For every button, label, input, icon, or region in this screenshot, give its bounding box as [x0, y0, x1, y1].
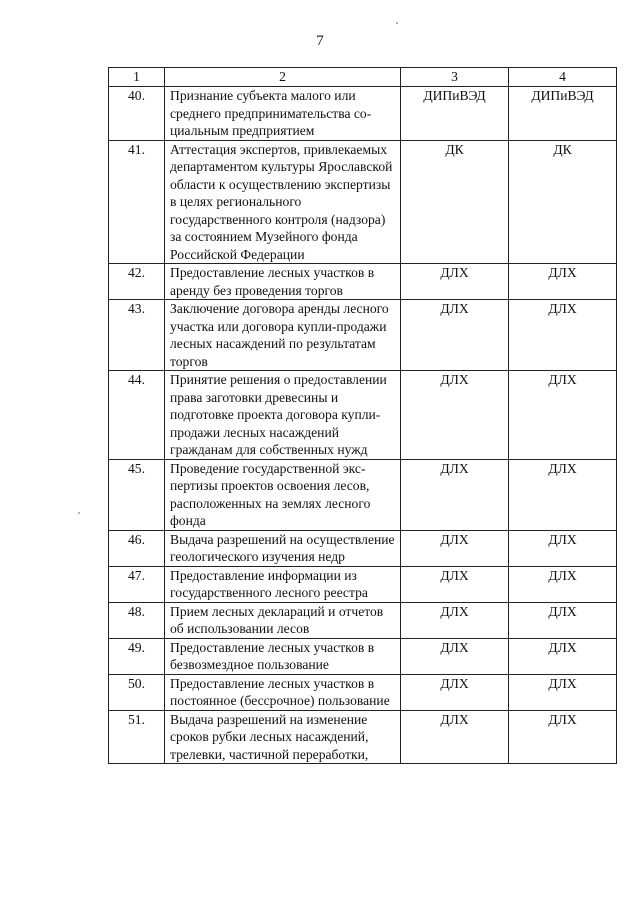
row-number: 51.	[109, 710, 165, 764]
scan-speck	[396, 22, 398, 24]
table-row	[109, 530, 617, 566]
responsible-body: ДЛХ	[401, 459, 509, 530]
column-header: 4	[509, 68, 617, 87]
table-header-row	[109, 68, 617, 87]
service-name: Выдача разрешений на осуществление геологического изучения недр	[165, 530, 401, 566]
service-name: Предоставление лесных участков в аренду без проведения торгов	[165, 264, 401, 300]
coordinating-body: ДЛХ	[509, 459, 617, 530]
page-number: 7	[316, 33, 324, 49]
scan-speck	[78, 512, 80, 514]
coordinating-body: ДЛХ	[509, 674, 617, 710]
services-table	[108, 67, 617, 764]
row-number: 47.	[109, 566, 165, 602]
coordinating-body: ДЛХ	[509, 371, 617, 460]
coordinating-body: ДЛХ	[509, 638, 617, 674]
table-row	[109, 674, 617, 710]
column-header: 3	[401, 68, 509, 87]
row-number: 44.	[109, 371, 165, 460]
coordinating-body: ДЛХ	[509, 710, 617, 764]
row-number: 41.	[109, 140, 165, 264]
row-number: 42.	[109, 264, 165, 300]
responsible-body: ДЛХ	[401, 300, 509, 371]
coordinating-body: ДИПиВЭД	[509, 87, 617, 141]
row-number: 49.	[109, 638, 165, 674]
row-number: 48.	[109, 602, 165, 638]
responsible-body: ДИПиВЭД	[401, 87, 509, 141]
coordinating-body: ДЛХ	[509, 566, 617, 602]
table-row	[109, 371, 617, 460]
service-name: Предоставление информации из государственного лесного реестра	[165, 566, 401, 602]
responsible-body: ДЛХ	[401, 674, 509, 710]
responsible-body: ДЛХ	[401, 710, 509, 764]
table-row	[109, 87, 617, 141]
responsible-body: ДЛХ	[401, 638, 509, 674]
column-header: 2	[165, 68, 401, 87]
service-name: Выдача разрешений на изменение сроков рубки лесных насаждений, трелевки, частичной переработки,	[165, 710, 401, 764]
coordinating-body: ДЛХ	[509, 264, 617, 300]
table-row	[109, 638, 617, 674]
table-row	[109, 710, 617, 764]
coordinating-body: ДЛХ	[509, 300, 617, 371]
service-name: Принятие решения о предоставлении права заготовки древесины и подготовке проекта договора купли-продажи лесных насаждений гражданам для собственных нужд	[165, 371, 401, 460]
row-number: 50.	[109, 674, 165, 710]
table-row	[109, 140, 617, 264]
responsible-body: ДЛХ	[401, 602, 509, 638]
service-name: Предоставление лесных участков в безвозмездное пользование	[165, 638, 401, 674]
row-number: 40.	[109, 87, 165, 141]
service-name: Заключение договора аренды лесного участка или договора купли-продажи лесных насаждений по результатам торгов	[165, 300, 401, 371]
row-number: 43.	[109, 300, 165, 371]
responsible-body: ДЛХ	[401, 371, 509, 460]
table-row	[109, 459, 617, 530]
table-row	[109, 602, 617, 638]
table-row	[109, 264, 617, 300]
row-number: 45.	[109, 459, 165, 530]
service-name: Признание субъекта малого или среднего предпринимательства социальным предприятием	[165, 87, 401, 141]
responsible-body: ДЛХ	[401, 566, 509, 602]
service-name: Аттестация экспертов, привлекаемых департаментом культуры Ярославской области к осуществлению экспертизы в целях регионального государственного контроля (надзора) за состоянием Музейного фонда Российской Федерации	[165, 140, 401, 264]
coordinating-body: ДЛХ	[509, 602, 617, 638]
table-row	[109, 566, 617, 602]
responsible-body: ДК	[401, 140, 509, 264]
service-name: Прием лесных деклараций и отчетов об использовании лесов	[165, 602, 401, 638]
responsible-body: ДЛХ	[401, 264, 509, 300]
row-number: 46.	[109, 530, 165, 566]
table-row	[109, 300, 617, 371]
service-name: Предоставление лесных участков в постоянное (бессрочное) пользование	[165, 674, 401, 710]
coordinating-body: ДК	[509, 140, 617, 264]
column-header: 1	[109, 68, 165, 87]
service-name: Проведение государственной экспертизы проектов освоения лесов, расположенных на землях лесного фонда	[165, 459, 401, 530]
responsible-body: ДЛХ	[401, 530, 509, 566]
coordinating-body: ДЛХ	[509, 530, 617, 566]
